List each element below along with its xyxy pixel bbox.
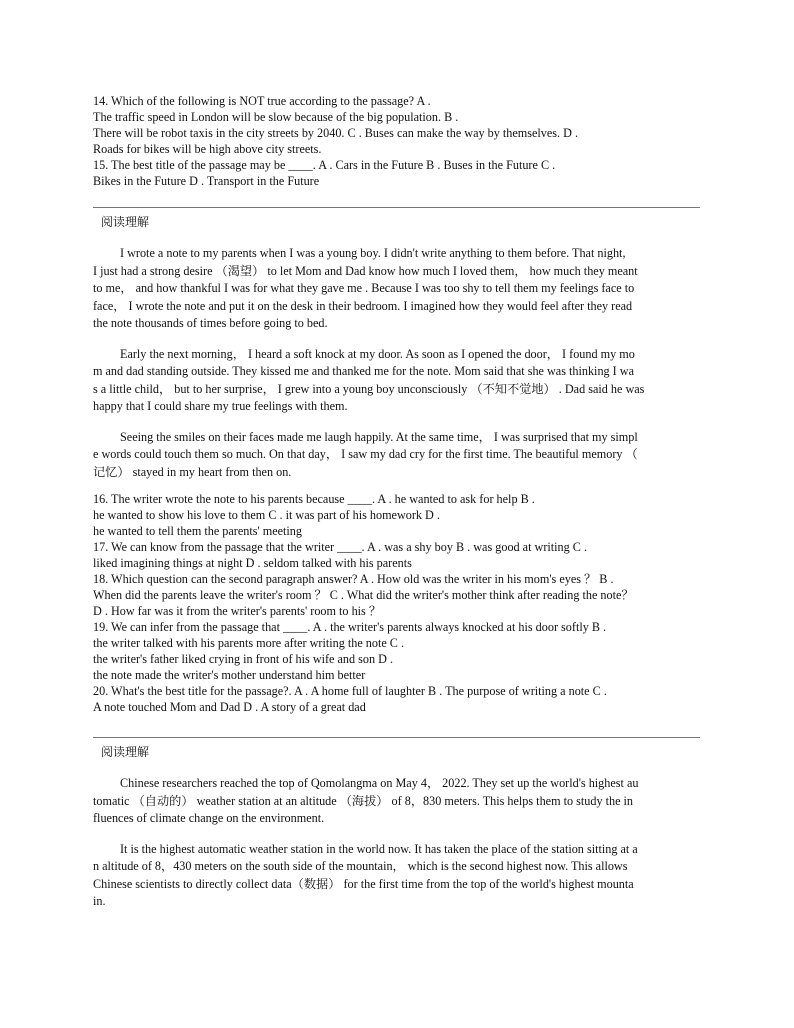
paragraph-line: face， I wrote the note and put it on the desk in their bedroom. I imagined how they would feel after they read — [93, 298, 633, 313]
paragraph-line: the note thousands of times before going to bed. — [93, 316, 328, 330]
section-divider — [93, 737, 700, 738]
paragraph-line: m and dad standing outside. They kissed me and thanked me for the note. Mom said that she was thinking I wa — [93, 364, 634, 378]
question-line: The traffic speed in London will be slow because of the big population. B . — [93, 110, 459, 124]
question-line: Roads for bikes will be high above city streets. — [93, 142, 322, 156]
section-label: 阅读理解 — [101, 745, 150, 759]
paragraph-line: Early the next morning， I heard a soft knock at my door. As soon as I opened the door， I found my mo — [120, 346, 635, 361]
question-line: the writer's father liked crying in front of his wife and son D . — [93, 652, 394, 666]
question-line: There will be robot taxis in the city streets by 2040. C . Buses can make the way by themselves. D . — [93, 126, 579, 140]
paragraph-line: I just had a strong desire （渴望） to let Mom and Dad know how much I loved them， how much they meant — [93, 263, 638, 278]
questions-16-20 — [93, 491, 700, 715]
question-line: 18. Which question can the second paragraph answer? A . How old was the writer in his mom's eyes ？ B . — [93, 572, 614, 586]
section-divider — [93, 207, 700, 208]
passage-paragraph — [93, 429, 700, 482]
paragraph-line: in. — [93, 894, 106, 908]
question-line: D . How far was it from the writer's parents' room to his ？ — [93, 604, 382, 618]
paragraph-line: to me， and how thankful I was for what they gave me . Because I was too shy to tell them my feelings face to — [93, 281, 635, 295]
question-line: 15. The best title of the passage may be ____. A . Cars in the Future B . Buses in the Future C . — [93, 158, 556, 172]
paragraph-line: happy that I could share my true feelings with them. — [93, 399, 348, 413]
question-line: A note touched Mom and Dad D . A story of a great dad — [93, 700, 366, 714]
paragraph-line: e words could touch them so much. On that day， I saw my dad cry for the first time. The beautiful memory （ — [93, 447, 638, 461]
paragraph-line: Chinese researchers reached the top of Qomolangma on May 4， 2022. They set up the world's highest au — [120, 776, 639, 790]
passage-paragraph — [93, 775, 700, 828]
question-line: When did the parents leave the writer's room ？ C . What did the writer's mother think after reading the note？ — [93, 588, 634, 602]
section-label: 阅读理解 — [101, 215, 150, 229]
questions-14-15 — [93, 93, 700, 189]
paragraph-line: n altitude of 8，430 meters on the south side of the mountain， which is the second highest now. This allows — [93, 859, 628, 873]
question-line: the writer talked with his parents more after writing the note C . — [93, 636, 405, 650]
passage-paragraph — [93, 245, 700, 333]
paragraph-line: 记忆） stayed in my heart from then on. — [93, 464, 292, 479]
paragraph-line: tomatic （自动的） weather station at an altitude （海拔） of 8，830 meters. This helps them to study the in — [93, 793, 633, 808]
paragraph-line: fluences of climate change on the environment. — [93, 811, 325, 825]
passage-paragraph — [93, 346, 700, 416]
question-line: the note made the writer's mother understand him better — [93, 668, 366, 682]
paragraph-line: Seeing the smiles on their faces made me laugh happily. At the same time， I was surprised that my simpl — [120, 429, 638, 444]
paragraph-line: I wrote a note to my parents when I was a young boy. I didn't write anything to them before. That night, — [120, 246, 626, 260]
question-line: he wanted to tell them the parents' meeting — [93, 524, 302, 538]
question-line: liked imagining things at night D . seldom talked with his parents — [93, 556, 412, 570]
document-page — [93, 93, 700, 911]
question-line: Bikes in the Future D . Transport in the Future — [93, 174, 320, 188]
paragraph-line: s a little child， but to her surprise， I grew into a young boy unconsciously （不知不觉地） . Dad said he was — [93, 381, 645, 396]
paragraph-line: Chinese scientists to directly collect data（数据） for the first time from the top of the world's highest mounta — [93, 876, 634, 891]
passage-paragraph — [93, 841, 700, 911]
question-line: 14. Which of the following is NOT true according to the passage? A . — [93, 94, 431, 108]
question-line: 19. We can infer from the passage that ____. A . the writer's parents always knocked at his door softly B . — [93, 620, 607, 634]
question-line: 16. The writer wrote the note to his parents because ____. A . he wanted to ask for help B . — [93, 492, 535, 506]
question-line: 17. We can know from the passage that the writer ____. A . was a shy boy B . was good at writing C . — [93, 540, 587, 554]
question-line: he wanted to show his love to them C . it was part of his homework D . — [93, 508, 440, 522]
question-line: 20. What's the best title for the passage?. A . A home full of laughter B . The purpose of writing a note C . — [93, 684, 607, 698]
paragraph-line: It is the highest automatic weather station in the world now. It has taken the place of the station sitting at a — [120, 841, 638, 856]
